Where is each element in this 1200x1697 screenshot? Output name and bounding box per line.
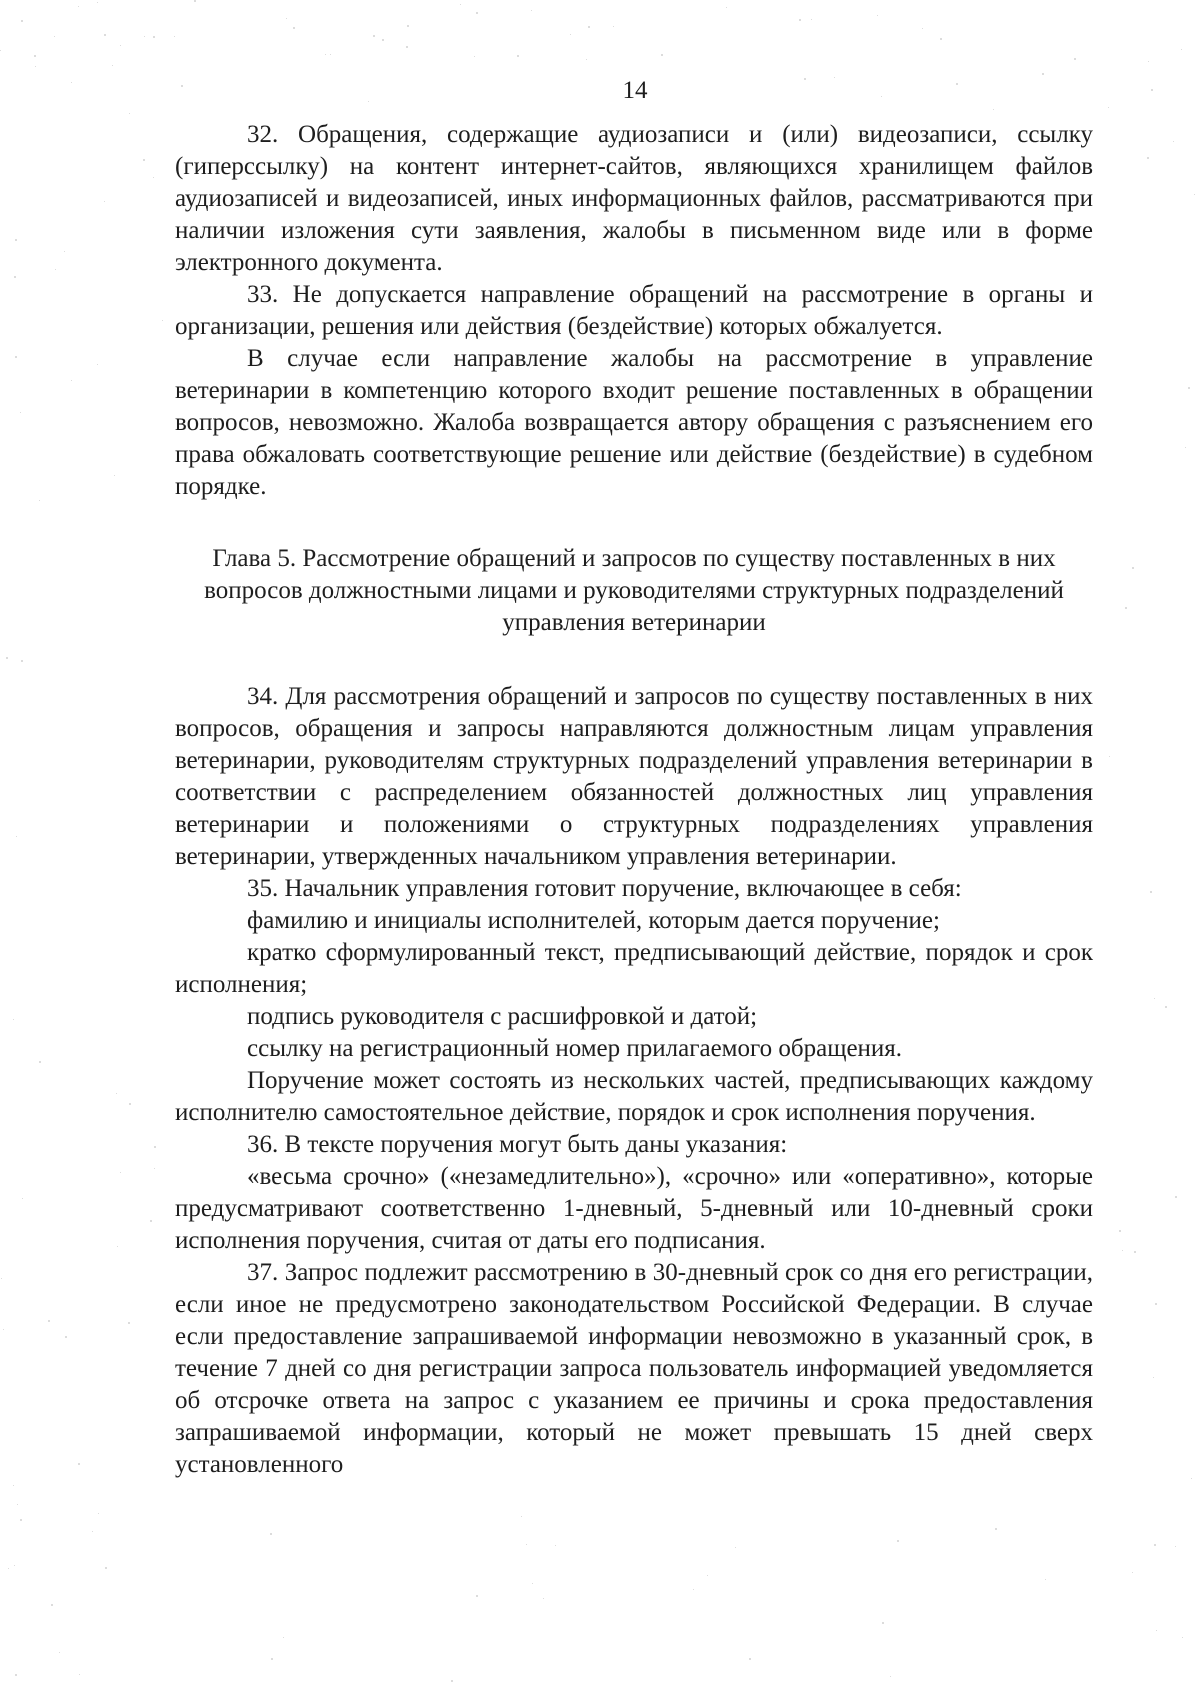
- scan-noise-speck: [8, 1568, 9, 1569]
- scan-noise-speck: [116, 1093, 117, 1094]
- scan-noise-speck: [54, 36, 55, 37]
- scan-noise-speck: [555, 1545, 556, 1546]
- scan-noise-speck: [373, 35, 375, 37]
- scan-noise-speck: [20, 1519, 22, 1521]
- scan-noise-speck: [0, 50, 1, 51]
- scan-noise-speck: [153, 36, 155, 38]
- scan-noise-speck: [811, 19, 812, 20]
- scan-noise-speck: [15, 239, 17, 241]
- scan-noise-speck: [749, 1658, 751, 1660]
- scan-noise-speck: [104, 201, 105, 202]
- scan-noise-speck: [407, 25, 409, 27]
- scan-noise-speck: [993, 109, 994, 110]
- scan-noise-speck: [1045, 1579, 1046, 1580]
- scan-noise-speck: [1108, 107, 1109, 108]
- scan-noise-speck: [940, 38, 942, 40]
- scan-noise-speck: [194, 0, 196, 2]
- scan-noise-speck: [128, 1322, 130, 1324]
- scan-noise-speck: [613, 26, 614, 27]
- scan-noise-speck: [21, 660, 23, 662]
- scan-noise-speck: [21, 20, 23, 22]
- scan-noise-speck: [129, 1103, 131, 1105]
- scan-noise-speck: [153, 177, 154, 178]
- scan-noise-speck: [92, 1531, 93, 1532]
- scan-noise-speck: [283, 1637, 284, 1638]
- scan-noise-speck: [451, 1680, 453, 1682]
- scan-noise-speck: [330, 54, 331, 55]
- scan-noise-speck: [129, 113, 130, 114]
- scan-noise-speck: [112, 65, 113, 66]
- scan-noise-speck: [1154, 998, 1155, 999]
- scan-noise-speck: [117, 1246, 118, 1247]
- scan-noise-speck: [55, 269, 56, 270]
- scan-noise-speck: [382, 39, 384, 41]
- scan-noise-speck: [3, 1329, 4, 1330]
- scan-noise-speck: [271, 1658, 273, 1660]
- scan-noise-speck: [79, 1674, 80, 1675]
- scan-noise-speck: [1156, 1630, 1157, 1631]
- scan-noise-speck: [726, 7, 727, 8]
- scan-noise-speck: [98, 1513, 99, 1514]
- scan-noise-speck: [59, 1652, 60, 1653]
- scan-noise-speck: [97, 2, 98, 3]
- scan-noise-speck: [104, 34, 106, 36]
- scan-noise-speck: [995, 1528, 997, 1530]
- scan-noise-speck: [881, 96, 882, 97]
- scan-noise-speck: [1194, 194, 1195, 195]
- scan-noise-speck: [1154, 1544, 1156, 1546]
- scan-noise-speck: [162, 320, 163, 321]
- document-body: [175, 119, 1093, 1481]
- scan-noise-speck: [543, 1598, 544, 1599]
- paragraph-36: 36. В тексте поручения могут быть даны указания:: [247, 1131, 788, 1158]
- scan-noise-speck: [956, 83, 958, 85]
- scan-noise-speck: [114, 475, 115, 476]
- scan-noise-speck: [877, 15, 878, 16]
- scan-noise-speck: [1153, 1377, 1154, 1378]
- paragraph-35: 35. Начальник управления готовит поручение, включающее в себя:: [247, 875, 962, 902]
- scan-noise-speck: [661, 54, 663, 56]
- scan-noise-speck: [476, 12, 478, 14]
- scan-noise-speck: [71, 380, 72, 381]
- scan-noise-speck: [39, 500, 40, 501]
- scan-noise-speck: [78, 6, 79, 7]
- scan-noise-speck: [1155, 1303, 1157, 1305]
- paragraph-urgency: «весьма срочно» («незамедлительно»), «срочно» или «оперативно», которые предусматривают соответственно 1-дневный, 5-дневный или 10-дневный сроки исполнения поручения, считая от даты его подписания.: [175, 1163, 1093, 1254]
- scan-noise-speck: [1074, 58, 1076, 60]
- paragraph-complaint-return: В случае если направление жалобы на рассмотрение в управление ветеринарии в компетенцию которого входит решение поставленных в обращении вопросов, невозможно. Жалоба возвращается автору обращения с разъяснением его права обжаловать соответствующие решение или действие (бездействие) в судебном порядке.: [175, 345, 1093, 500]
- paragraph-37: 37. Запрос подлежит рассмотрению в 30-дневный срок со дня его регистрации, если иное не предусмотрено законодательством Российской Федерации. В случае если предоставление запрашиваемой информации невозможно в указанный срок, в течение 7 дней со дня регистрации запроса пользователь информацией уведомляется об отсрочке ответа на запрос с указанием ее причины и срока предоставления запрашиваемой информации, который не может превышать 15 дней сверх установленного: [175, 1259, 1093, 1478]
- paragraph-order-parts: Поручение может состоять из нескольких частей, предписывающих каждому исполнителю самостоятельное действие, порядок и срок исполнения поручения.: [175, 1067, 1093, 1126]
- scan-noise-speck: [16, 836, 17, 837]
- scan-noise-speck: [1147, 157, 1149, 159]
- scan-noise-speck: [143, 159, 145, 161]
- paragraph-32: 32. Обращения, содержащие аудиозаписи и (или) видеозаписи, ссылку (гиперссылку) на контент интернет-сайтов, являющихся хранилищем файлов аудиозаписей и видеозаписей, иных информационных файлов, рассматриваются при наличии изложения сути заявления, жалобы в письменном виде или в форме электронного документа.: [175, 121, 1093, 276]
- scan-noise-speck: [532, 1583, 533, 1584]
- scan-noise-speck: [1188, 387, 1190, 389]
- scan-noise-speck: [13, 1019, 14, 1020]
- scan-noise-speck: [693, 1589, 694, 1590]
- scan-noise-speck: [13, 1485, 14, 1486]
- scan-noise-speck: [14, 1565, 15, 1566]
- scan-noise-speck: [1191, 1478, 1192, 1479]
- scan-noise-speck: [64, 251, 65, 252]
- scan-noise-speck: [1122, 1250, 1123, 1251]
- scan-noise-speck: [531, 10, 532, 11]
- scan-noise-speck: [588, 26, 590, 28]
- paragraph-33: 33. Не допускается направление обращений на рассмотрение в органы и организации, решения или действия (бездействие) которых обжалуется.: [175, 281, 1093, 340]
- scan-noise-speck: [22, 1198, 23, 1199]
- scan-noise-speck: [474, 56, 475, 57]
- scan-noise-speck: [270, 1533, 272, 1535]
- scan-noise-speck: [20, 412, 21, 413]
- scan-noise-speck: [51, 1604, 53, 1606]
- scan-noise-speck: [406, 46, 408, 48]
- scan-noise-speck: [1150, 891, 1152, 893]
- scan-noise-speck: [1165, 1006, 1167, 1008]
- scan-noise-speck: [1125, 607, 1127, 609]
- paragraph-34: 34. Для рассмотрения обращений и запросов по существу поставленных в них вопросов, обращения и запросы направляются должностным лицам управления ветеринарии, руководителям структурных подразделений управления ветеринарии в соответствии с распределением обязанностей должностных лиц управления ветеринарии и положениями о структурных подразделениях управления ветеринарии, утвержденных начальником управления ветеринарии.: [175, 683, 1093, 870]
- scan-noise-speck: [35, 66, 36, 67]
- scan-noise-speck: [15, 1674, 17, 1676]
- scan-noise-speck: [1109, 756, 1110, 757]
- scan-noise-speck: [1042, 73, 1044, 75]
- scan-noise-speck: [97, 364, 98, 365]
- scan-noise-speck: [922, 28, 923, 29]
- page-number: 14: [622, 77, 648, 104]
- chapter-title: Глава 5. Рассмотрение обращений и запросов по существу поставленных в них вопросов должностными лицами и руководителями структурных подразделений управления ветеринарии: [204, 545, 1064, 636]
- scan-noise-speck: [105, 1567, 107, 1569]
- scan-noise-speck: [6, 657, 8, 659]
- scan-noise-speck: [154, 1146, 156, 1148]
- scan-noise-speck: [1148, 61, 1149, 62]
- scan-noise-speck: [325, 54, 326, 55]
- scan-noise-speck: [293, 27, 295, 29]
- scan-noise-speck: [144, 36, 145, 37]
- scan-noise-speck: [1182, 1637, 1183, 1638]
- scan-noise-speck: [120, 1172, 121, 1173]
- scan-noise-speck: [799, 19, 801, 21]
- scan-noise-speck: [174, 36, 175, 37]
- scan-noise-speck: [1132, 1572, 1133, 1573]
- scan-noise-speck: [1132, 567, 1134, 569]
- scan-noise-speck: [154, 1168, 155, 1169]
- scan-noise-speck: [39, 1061, 41, 1063]
- list-item: фамилию и инициалы исполнителей, которым дается поручение;: [247, 907, 940, 934]
- scan-noise-speck: [476, 1595, 478, 1597]
- scan-noise-speck: [570, 34, 571, 35]
- scan-noise-speck: [1181, 49, 1182, 50]
- scan-noise-speck: [120, 45, 121, 46]
- scan-noise-speck: [735, 1547, 736, 1548]
- scan-noise-speck: [1134, 1251, 1136, 1253]
- scan-noise-speck: [890, 1676, 891, 1677]
- list-item: кратко сформулированный текст, предписывающий действие, порядок и срок исполнения;: [175, 939, 1093, 998]
- list-item: ссылку на регистрационный номер прилагаемого обращения.: [247, 1035, 903, 1062]
- scan-noise-speck: [1175, 1196, 1177, 1198]
- scan-noise-speck: [586, 59, 587, 60]
- list-item: подпись руководителя с расшифровкой и датой;: [247, 1003, 758, 1030]
- scan-noise-speck: [48, 1320, 50, 1322]
- scan-noise-speck: [150, 1220, 152, 1222]
- scan-noise-speck: [517, 55, 519, 57]
- scan-noise-speck: [1, 1278, 2, 1279]
- scan-noise-speck: [14, 276, 16, 278]
- scan-noise-speck: [1175, 1546, 1176, 1547]
- scan-noise-speck: [897, 1540, 899, 1542]
- scan-noise-speck: [15, 356, 17, 358]
- scan-noise-speck: [521, 1516, 522, 1517]
- scan-noise-speck: [1119, 1230, 1121, 1232]
- scan-noise-speck: [1173, 141, 1174, 142]
- scan-noise-speck: [17, 1504, 18, 1505]
- scan-noise-speck: [882, 1622, 884, 1624]
- scan-noise-speck: [78, 1463, 80, 1465]
- scan-noise-speck: [286, 18, 287, 19]
- scan-noise-speck: [460, 4, 461, 5]
- scan-noise-speck: [526, 1544, 527, 1545]
- scan-noise-speck: [34, 55, 36, 57]
- scan-noise-speck: [707, 1575, 708, 1576]
- scan-noise-speck: [65, 1336, 67, 1338]
- scan-noise-speck: [1185, 447, 1186, 448]
